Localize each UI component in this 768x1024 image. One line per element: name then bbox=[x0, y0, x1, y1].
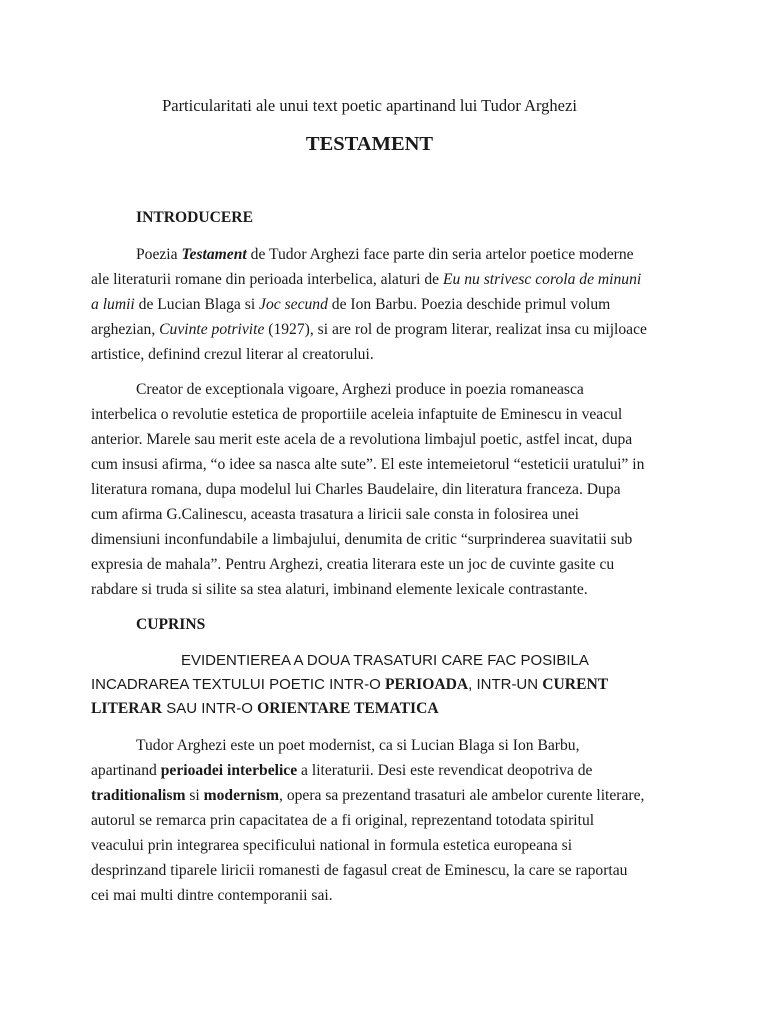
paragraph-content-1: Tudor Arghezi este un poet modernist, ca si Lucian Blaga si Ion Barbu, apartinand perioadei interbelice a literaturii. Desi este revendicat deopotriva de traditionalism si modernism, opera sa prezentand trasaturi ale ambelor curente literare, autorul se remarca prin capacitatea de a fi original, reprezentand totodata spiritul veacului prin integrarea specificului national in formula estetica europeana si desprinzand tiparele liricii romanesti de fagasul creat de Eminescu, la care se raportau cei mai multi dintre contemporanii sai. bbox=[91, 737, 645, 904]
section-heading-cuprins: CUPRINS bbox=[136, 616, 206, 633]
paragraph-intro-2: Creator de exceptionala vigoare, Arghezi produce in poezia romaneasca interbelica o revolutie estetica de proportiile aceleia infaptuite de Eminescu in veacul anterior. Marele sau merit este acela de a revolutiona limbajul poetic, astfel incat, dupa cum insusi afirma, “o idee sa nasca alte sute”. El este intemeietorul “esteticii uratului” in literatura romana, dupa modelul lui Charles Baudelaire, din literatura franceza. Dupa cum afirma G.Calinescu, aceasta trasatura a liricii sale consta in folosirea unei dimensiuni inconfundabile a limbajului, denumita de critic “surprinderea suavitatii sub expresia de mahala”. Pentru Arghezi, creatia literara este un joc de cuvinte gasite cu rabdare si truda si silite sa stea alaturi, imbinand elemente lexicale contrastante. bbox=[91, 381, 645, 598]
emphasis-poem-title: Testament bbox=[181, 246, 247, 263]
emphasis-barbu-title: Joc secund bbox=[259, 296, 328, 313]
section-heading-introducere: INTRODUCERE bbox=[136, 209, 253, 226]
paragraph-intro-1: Poezia Testament de Tudor Arghezi face parte din seria artelor poetice moderne ale literaturii romane din perioada interbelica, alaturi de Eu nu strivesc corola de minuni a lumii de Lucian Blaga si Joc secund de Ion Barbu. Poezia deschide primul volum arghezian, Cuvinte potrivite (1927), si are rol de program literar, realizat insa cu mijloace artistice, definind crezul literar al creatorului. bbox=[91, 246, 647, 363]
document-title: TESTAMENT bbox=[305, 133, 434, 155]
emphasis-blaga-title: Eu nu strivesc corola de minuni a lumii bbox=[91, 271, 642, 313]
document-subtitle: Particularitati ale unui text poetic apartinand lui Tudor Arghezi bbox=[162, 96, 577, 115]
caps-heading-trasaturi: EVIDENTIEREA A DOUA TRASATURI CARE FAC POSIBILA INCADRAREA TEXTULUI POETIC INTR-O PERIOADA, INTR-UN CURENT LITERAR SAU INTR-O ORIENTARE TEMATICA bbox=[91, 652, 608, 717]
emphasis-volume-title: Cuvinte potrivite bbox=[159, 321, 265, 338]
